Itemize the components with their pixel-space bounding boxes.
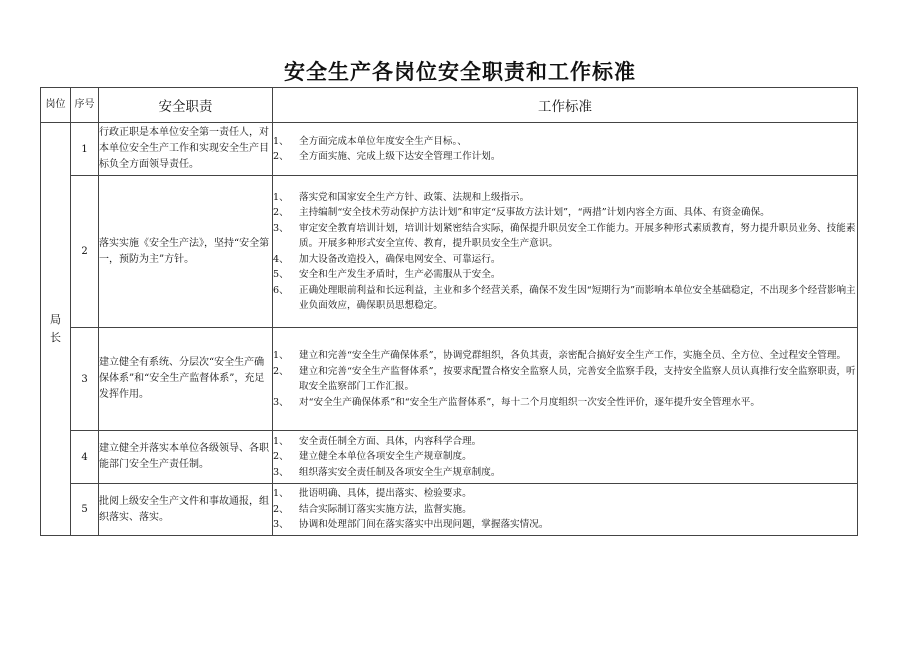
standard-item <box>273 465 857 481</box>
standard-item <box>273 205 857 221</box>
standard-text: 结合实际制订落实实施方法，监督实施。 <box>299 503 472 515</box>
standard-cell <box>273 176 858 328</box>
standard-text: 组织落实安全责任制及各项安全生产规章制度。 <box>299 466 501 478</box>
standard-num: 3、 <box>273 519 289 531</box>
table-row <box>41 328 858 431</box>
standard-item <box>273 149 857 165</box>
standard-item <box>273 364 857 395</box>
duty-cell: 建立健全有系统、分层次“安全生产确保体系”和“安全生产监督体系”，充足发挥作用。 <box>99 328 273 431</box>
standard-text: 建立健全本单位各项安全生产规章制度。 <box>299 451 472 463</box>
table-row <box>41 176 858 328</box>
table-row <box>41 123 858 176</box>
seq-cell: 1 <box>71 123 99 176</box>
standard-item <box>273 283 857 314</box>
standard-item <box>273 517 857 533</box>
position-cell <box>41 123 71 536</box>
standard-text: 审定安全教育培训计划，培训计划紧密结合实际，确保提升职员安全工作能力。开展多种形式素质教育，努力提升职员业务、技能素质。开展多种形式安全宣传、教育，提升职员安全生产意识。 <box>299 222 856 249</box>
standard-item <box>273 252 857 268</box>
standard-num: 1、 <box>273 135 289 147</box>
standard-item <box>273 502 857 518</box>
standard-num: 2、 <box>273 365 289 377</box>
standard-num: 3、 <box>273 222 289 234</box>
standard-item <box>273 221 857 252</box>
seq-cell: 4 <box>71 431 99 484</box>
position-label: 局长 <box>50 313 61 344</box>
table-row <box>41 484 858 536</box>
standard-num: 1、 <box>273 191 289 203</box>
standard-num: 1、 <box>273 488 289 500</box>
standard-item <box>273 486 857 502</box>
standard-cell <box>273 484 858 536</box>
standard-num: 3、 <box>273 466 289 478</box>
duty-cell: 行政正职是本单位安全第一责任人，对本单位安全生产工作和实现安全生产目标负全方面领导责任。 <box>99 123 273 176</box>
header-duty: 安全职责 <box>99 88 273 123</box>
standard-text: 建立和完善“安全生产确保体系”，协调党群组织，各负其责，亲密配合搞好安全生产工作，实施全员、全方位、全过程安全管理。 <box>299 350 847 361</box>
standard-num: 5、 <box>273 269 289 280</box>
standard-num: 2、 <box>273 151 289 162</box>
standard-num: 2、 <box>273 451 289 463</box>
standard-cell <box>273 123 858 176</box>
header-row <box>41 88 858 123</box>
header-standard: 工作标准 <box>273 88 858 123</box>
standard-text: 建立和完善“安全生产监督体系”，按要求配置合格安全监察人员，完善安全监察手段，支持安全监察人员认真推行安全监察职责，听取安全监察部门工作汇报。 <box>299 365 856 392</box>
standard-num: 2、 <box>273 207 289 218</box>
standard-text: 安全和生产发生矛盾时，生产必需服从于安全。 <box>299 269 501 280</box>
standard-num: 1、 <box>273 435 289 447</box>
standard-text: 落实党和国家安全生产方针、政策、法规和上级指示。 <box>299 191 530 203</box>
standard-num: 3、 <box>273 396 289 408</box>
standard-text: 加大设备改造投入，确保电网安全、可靠运行。 <box>299 253 501 265</box>
seq-cell: 5 <box>71 484 99 536</box>
standard-cell <box>273 328 858 431</box>
standard-text: 协调和处理部门间在落实落实中出现问题，掌握落实情况。 <box>299 519 549 531</box>
standard-cell <box>273 431 858 484</box>
table-row <box>41 431 858 484</box>
standard-num: 6、 <box>273 284 289 296</box>
standard-num: 2、 <box>273 503 289 515</box>
duty-table <box>40 87 858 536</box>
standard-text: 主持编制“安全技术劳动保护方法计划”和审定“反事故方法计划”，“两措”计划内容全方面、具体、有资金确保。 <box>299 207 770 218</box>
standard-item <box>273 434 857 450</box>
standard-num: 1、 <box>273 350 289 361</box>
document-title: 安全生产各岗位安全职责和工作标准 <box>284 60 636 84</box>
standard-text: 正确处理眼前利益和长远利益，主业和多个经营关系，确保不发生因“短期行为”而影响本单位安全基础稳定，不出现多个经营影响主业负面效应，确保职员思想稳定。 <box>299 284 856 311</box>
standard-num: 4、 <box>273 253 289 265</box>
standard-text: 批语明确、具体，提出落实、检验要求。 <box>299 488 472 500</box>
standard-item <box>273 190 857 206</box>
duty-cell: 落实实施《安全生产法》，坚持“安全第一，预防为主”方针。 <box>99 176 273 328</box>
duty-cell: 批阅上级安全生产文件和事故通报，组织落实、落实。 <box>99 484 273 536</box>
duty-cell: 建立健全并落实本单位各级领导、各职能部门安全生产责任制。 <box>99 431 273 484</box>
standard-text: 全方面完成本单位年度安全生产目标。、 <box>299 135 467 147</box>
header-seq: 序号 <box>71 88 99 123</box>
header-position: 岗位 <box>41 88 71 123</box>
standard-text: 对“安全生产确保体系”和“安全生产监督体系”，每十二个月度组织一次安全性评价，逐年提升安全管理水平。 <box>299 396 760 408</box>
standard-item <box>273 395 857 411</box>
standard-item <box>273 449 857 465</box>
standard-item <box>273 267 857 283</box>
seq-cell: 2 <box>71 176 99 328</box>
standard-item <box>273 348 857 364</box>
seq-cell: 3 <box>71 328 99 431</box>
standard-text: 全方面实施、完成上级下达安全管理工作计划。 <box>299 151 501 162</box>
standard-text: 安全责任制全方面、具体，内容科学合理。 <box>299 435 482 447</box>
standard-item <box>273 134 857 150</box>
